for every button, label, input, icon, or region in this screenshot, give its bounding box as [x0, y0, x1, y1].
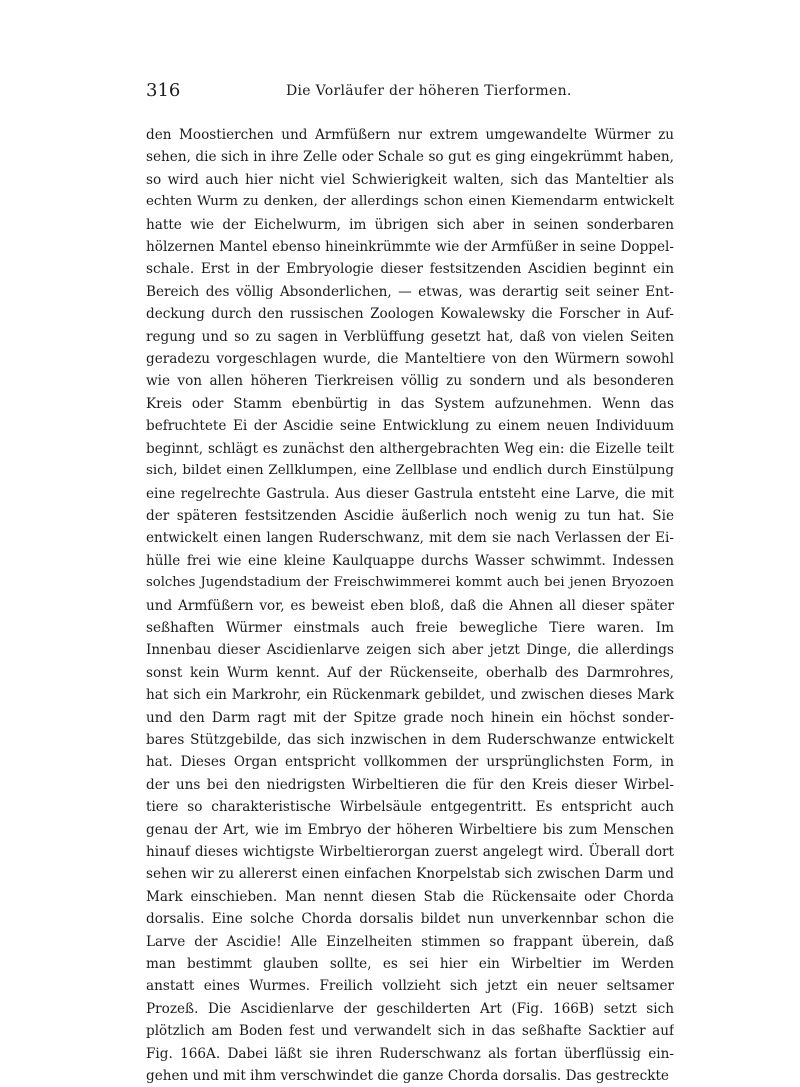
text-line: hat. Dieses Organ entspricht vollkommen der ursprünglichsten Form, in	[146, 754, 674, 771]
text-line: deckung durch den russischen Zoologen Kowalewsky die Forscher in Auf-	[146, 306, 674, 323]
page-number: 316	[146, 80, 181, 101]
text-line: sonst kein Wurm kennt. Auf der Rückenseite, oberhalb des Darmrohres,	[146, 664, 674, 681]
text-line: genau der Art, wie im Embryo der höheren Wirbeltiere bis zum Menschen	[146, 821, 674, 838]
text-line: Mark einschieben. Man nennt diesen Stab die Rückensaite oder Chorda	[146, 888, 674, 905]
text-line: sehen wir zu allererst einen einfachen Knorpelstab sich zwischen Darm und	[146, 866, 674, 883]
running-title: Die Vorläufer der höheren Tierformen.	[286, 83, 572, 99]
text-line: der uns bei den niedrigsten Wirbeltieren die für den Kreis dieser Wirbel-	[146, 776, 674, 793]
text-line: bares Stützgebilde, das sich inzwischen in dem Ruderschwanze entwickelt	[146, 731, 674, 748]
text-line: so wird auch hier nicht viel Schwierigkeit walten, sich das Manteltier als	[146, 171, 674, 188]
text-line: Bereich des völlig Absonderlichen, — etwas, was derartig seit seiner Ent-	[146, 283, 674, 300]
text-line: dorsalis. Eine solche Chorda dorsalis bildet nun unverkennbar schon die	[146, 911, 674, 928]
text-line: hinauf dieses wichtigste Wirbeltierorgan zuerst angelegt wird. Überall dort	[146, 844, 674, 860]
text-line: anstatt eines Wurmes. Freilich vollzieht sich jetzt ein neuer seltsamer	[146, 978, 674, 995]
text-line: schale. Erst in der Embryologie dieser festsitzenden Ascidien beginnt ein	[146, 261, 674, 278]
text-line: entwickelt einen langen Ruderschwanz, mit dem sie nach Verlassen der Ei-	[146, 530, 674, 547]
text-line: geradezu vorgeschlagen wurde, die Manteltiere von den Würmern sowohl	[146, 351, 674, 368]
text-line: und Armfüßern vor, es beweist eben bloß, daß die Ahnen all dieser später	[146, 597, 674, 614]
text-line: eine regelrechte Gastrula. Aus dieser Gastrula entsteht eine Larve, die mit	[146, 485, 674, 502]
text-line: befruchtete Ei der Ascidie seine Entwicklung zu einem neuen Individuum	[146, 418, 674, 435]
text-line: gehen und mit ihm verschwindet die ganze Chorda dorsalis. Das gestreckte	[146, 1068, 669, 1085]
text-line: Kreis oder Stamm ebenbürtig in das System aufzunehmen. Wenn das	[146, 395, 674, 412]
text-line: sich, bildet einen Zellklumpen, eine Zellblase und endlich durch Einstülpung	[146, 463, 674, 479]
text-line: den Moostierchen und Armfüßern nur extrem umgewandelte Würmer zu	[146, 127, 674, 143]
text-line: echten Wurm zu denken, der allerdings schon einen Kiemendarm entwickelt	[146, 194, 674, 210]
text-line: hat sich ein Markrohr, ein Rückenmark gebildet, und zwischen dieses Mark	[146, 687, 674, 704]
text-line: wie von allen höheren Tierkreisen völlig zu sondern und als besonderen	[146, 373, 674, 390]
text-line: und den Darm ragt mit der Spitze grade noch hinein ein höchst sonder-	[146, 709, 674, 726]
text-line: hölzernen Mantel ebenso hineinkrümmte wie der Armfüßer in seine Doppel-	[146, 239, 674, 256]
text-line: tiere so charakteristische Wirbelsäule entgegentritt. Es entspricht auch	[146, 799, 674, 816]
text-line: beginnt, schlägt es zunächst den althergebrachten Weg ein: die Eizelle teilt	[146, 440, 674, 457]
text-line: seßhaften Würmer einstmals auch freie bewegliche Tiere waren. Im	[146, 619, 674, 636]
text-line: hülle frei wie eine kleine Kaulquappe durchs Wasser schwimmt. Indessen	[146, 552, 674, 569]
text-line: Fig. 166A. Dabei läßt sie ihren Ruderschwanz als fortan überflüssig ein-	[146, 1045, 674, 1062]
page-header	[146, 78, 670, 104]
text-line: man bestimmt glauben sollte, es sei hier ein Wirbeltier im Werden	[146, 956, 674, 973]
body-text	[146, 124, 674, 1087]
text-line: plötzlich am Boden fest und verwandelt sich in das seßhafte Sacktier auf	[146, 1023, 674, 1040]
text-line: regung und so zu sagen in Verblüffung gesetzt hat, daß von vielen Seiten	[146, 328, 674, 345]
text-line: Prozeß. Die Ascidienlarve der geschilderten Art (Fig. 166B) setzt sich	[146, 1000, 674, 1017]
text-line: solches Jugendstadium der Freischwimmerei kommt auch bei jenen Bryozoen	[146, 575, 674, 591]
text-line: der späteren festsitzenden Ascidie äußerlich noch wenig zu tun hat. Sie	[146, 507, 674, 524]
text-line: hatte wie der Eichelwurm, im übrigen sich aber in seinen sonderbaren	[146, 216, 674, 233]
text-line: Larve der Ascidie! Alle Einzelheiten stimmen so frappant überein, daß	[146, 933, 674, 950]
text-line: sehen, die sich in ihre Zelle oder Schale so gut es ging eingekrümmt haben,	[146, 149, 674, 166]
text-line: Innenbau dieser Ascidienlarve zeigen sich aber jetzt Dinge, die allerdings	[146, 642, 674, 659]
